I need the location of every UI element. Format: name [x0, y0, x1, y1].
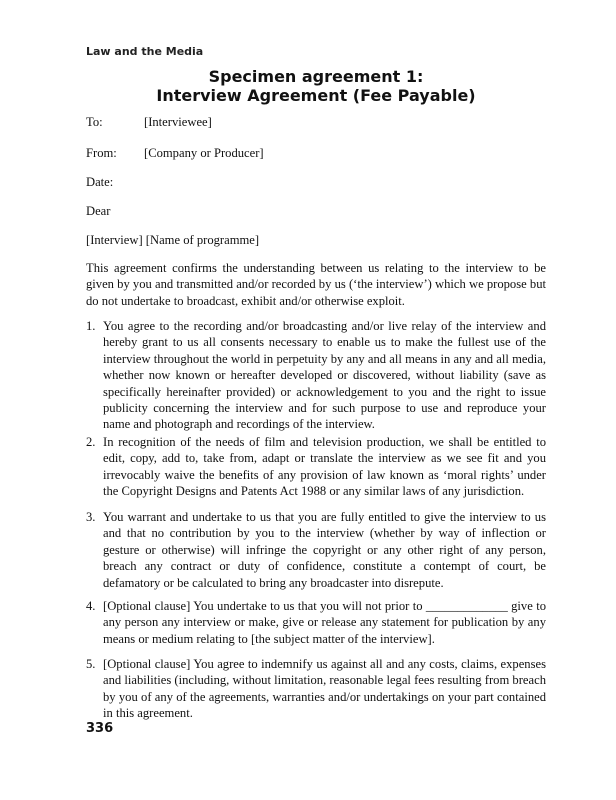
from-value: [Company or Producer] [144, 146, 264, 160]
clause-text: In recognition of the needs of film and television production, we shall be entitled to edit, copy, add to, take from, adapt or translate the interview as we see fit and you irrevocably waive the benefits of any provision of law known as ‘moral rights’ under the Copyright Designs and Patents Act 1988 or any similar laws of any jurisdiction. [103, 435, 546, 499]
clause-number: 3. [86, 510, 96, 524]
clause-text: You agree to the recording and/or broadcasting and/or live relay of the interview and hereby grant to us all consents necessary to enable us to make the fullest use of the interview throughout the world in perpetuity by any and all means in any and all media, whether now known or hereafter developed or discovered, without liability (save as specifically hereinafter provided) or acknowledgement to you and the right to issue publicity concerning the interview and for such purpose to use and reproduce your name and photograph and recordings of the interview. [103, 319, 546, 432]
to-value: [Interviewee] [144, 115, 212, 129]
clause-2 [86, 434, 546, 500]
intro-paragraph: This agreement confirms the understanding between us relating to the interview to be given by you and transmitted and/or recorded by us (‘the interview’) which we propose but do not undertake to broadcast, exhibit and/or otherwise exploit. [86, 261, 546, 308]
reference-line: [Interview] [Name of programme] [86, 233, 260, 247]
clause-5 [86, 656, 546, 722]
clause-number: 4. [86, 599, 96, 613]
date-label: Date: [86, 175, 114, 189]
page-title [86, 67, 546, 105]
to-field [86, 114, 212, 130]
clause-text: [Optional clause] You agree to indemnify us against all and any costs, claims, expenses and liabilities (including, without limitation, reasonable legal fees resulting from breach by you of any of the agreements, warranties and/or undertakings on your part contained in this agreement. [103, 657, 546, 721]
clause-number: 1. [86, 319, 96, 333]
clause-text: [Optional clause] You undertake to us that you will not prior to _____________ give to any person any interview or make, give or release any statement for publication by any means or medium relating to [the subject matter of the interview]. [103, 599, 546, 646]
running-head: Law and the Media [86, 45, 204, 58]
page-number: 336 [86, 721, 114, 736]
clause-4 [86, 598, 546, 647]
clause-text: You warrant and undertake to us that you are fully entitled to give the interview to us and that no contribution by you to the interview (whether by way of inflection or gesture or otherwise) will infringe the copyright or any other right of any person, breach any contract or duty of confidence, constitute a contempt of court, be defamatory or be calculated to bring any broadcaster into disrepute. [103, 510, 546, 590]
salutation: Dear [86, 204, 111, 218]
title-line-2: Interview Agreement (Fee Payable) [156, 86, 476, 105]
date-field [86, 174, 144, 190]
to-label: To: [86, 115, 103, 129]
title-line-1: Specimen agreement 1: [208, 67, 424, 86]
clause-number: 2. [86, 435, 96, 449]
clause-3 [86, 509, 546, 591]
clause-number: 5. [86, 657, 96, 671]
clause-1 [86, 318, 546, 433]
from-label: From: [86, 146, 117, 160]
from-field [86, 145, 264, 161]
